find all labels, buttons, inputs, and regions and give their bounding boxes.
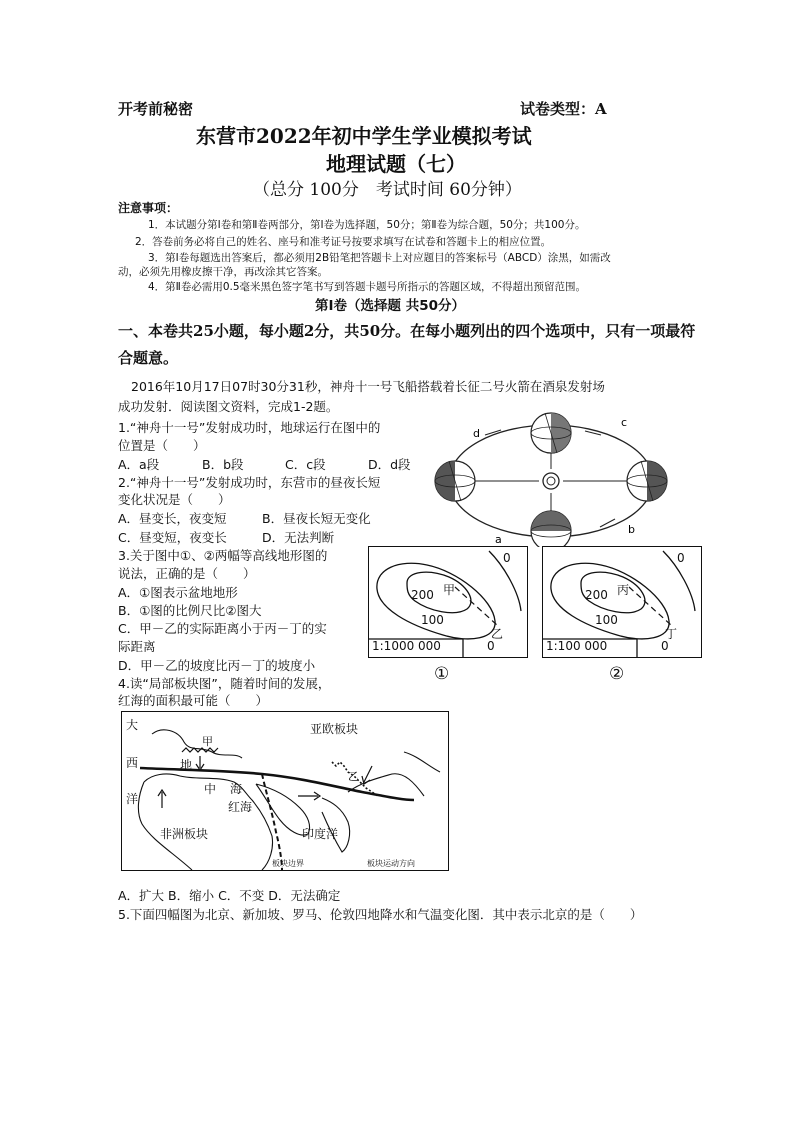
q2-option-b: B．昼夜长短无变化 [262, 511, 371, 526]
contour-label: 200 [585, 588, 608, 602]
section-title: 第Ⅰ卷（选择题 共50分） [315, 298, 466, 314]
orbit-label-d: d [473, 427, 480, 440]
q3-option-b: B．①图的比例尺比②图大 [118, 603, 262, 618]
contour-label: 200 [411, 588, 434, 602]
intro-text: 成功发射．阅读图文资料，完成1-2题。 [118, 399, 339, 414]
point-label: 丁 [665, 627, 678, 641]
exam-subtitle: 地理试题（七） [326, 152, 466, 176]
contour-map-2 [542, 546, 702, 658]
contour-label: 100 [595, 613, 618, 627]
earth-right-icon [627, 461, 667, 501]
q1-option-c: C．c段 [285, 457, 326, 472]
label-indian-ocean: 印度洋 [302, 827, 339, 841]
point-label: 丙 [617, 583, 630, 597]
question-3: 说法，正确的是（ ） [118, 566, 256, 581]
q2-option-a: A．昼变长，夜变短 [118, 511, 227, 526]
question-1: 1.“神舟十一号”发射成功时，地球运行在图中的 [118, 420, 381, 435]
intro-text: 2016年10月17日07时30分31秒，神舟十一号飞船搭载着长征二号火箭在酒泉发射场 [131, 379, 605, 394]
q1-option-b: B．b段 [202, 457, 244, 472]
label-yi: 乙 [348, 770, 359, 783]
label-mediterranean-3: 海 [230, 782, 243, 796]
label-jia: 甲 [202, 735, 213, 748]
orbit-label-c: c [621, 416, 628, 429]
notes-heading: 注意事项： [118, 201, 179, 215]
legend-motion: 板块运动方向 [367, 859, 415, 868]
contour-label: 0 [677, 551, 685, 565]
label-atlantic-3: 洋 [126, 792, 139, 806]
label-mediterranean-1: 地 [180, 758, 193, 772]
note-item: 动，必须先用橡皮擦干净，再改涂其它答案。 [118, 266, 328, 278]
earth-bottom-icon [531, 511, 571, 547]
legend-boundary: 板块边界 [272, 859, 304, 868]
contour-label: 0 [661, 639, 669, 653]
earth-top-icon [531, 413, 571, 453]
contour-label: 0 [503, 551, 511, 565]
q3-option-c: 际距离 [118, 639, 156, 654]
question-5: 5.下面四幅图为北京、新加坡、罗马、伦敦四地降水和气温变化图．其中表示北京的是（ ） [118, 907, 643, 922]
question-3: 3.关于图中①、②两幅等高线地形图的 [118, 548, 328, 563]
label-red-sea: 红海 [228, 800, 253, 814]
question-2: 变化状况是（ ） [118, 492, 231, 507]
question-4: 4.读“局部板块图”，随着时间的发展， [118, 676, 331, 691]
plate-map [121, 711, 449, 871]
q3-option-c: C．甲－乙的实际距离小于丙－丁的实 [118, 621, 327, 636]
note-item: 3．第Ⅰ卷每题选出答案后，都必须用2B铅笔把答题卡上对应题目的答案标号（ABCD）涂黑，如需改 [148, 252, 611, 264]
map-number-1: ① [434, 664, 450, 684]
contour-map-1 [368, 546, 528, 658]
section-instruction: 合题意。 [118, 349, 179, 367]
exam-meta: （总分 100分 考试时间 60分钟） [253, 180, 522, 200]
q4-options: A．扩大 B．缩小 C．不变 D．无法确定 [118, 888, 341, 903]
map-number-2: ② [609, 664, 625, 684]
note-item: 1．本试题分第Ⅰ卷和第Ⅱ卷两部分，第Ⅰ卷为选择题，50分；第Ⅱ卷为综合题，50分；共100分。 [148, 219, 586, 231]
contour-label: 100 [421, 613, 444, 627]
secret-label: 开考前秘密 [118, 100, 194, 118]
q3-option-a: A．①图表示盆地地形 [118, 585, 238, 600]
point-label: 乙 [491, 627, 504, 641]
exam-title: 东营市2022年初中学生学业模拟考试 [196, 124, 532, 148]
question-2: 2.“神舟十一号”发射成功时，东营市的昼夜长短 [118, 475, 381, 490]
scale-label: 1:1000 000 [372, 639, 441, 653]
note-item: 2．答卷前务必将自己的姓名、座号和准考证号按要求填写在试卷和答题卡上的相应位置。 [135, 236, 552, 248]
section-instruction: 一、本卷共25小题，每小题2分，共50分。在每小题列出的四个选项中，只有一项最符 [118, 322, 696, 340]
q3-option-d: D．甲－乙的坡度比丙－丁的坡度小 [118, 658, 316, 673]
label-african-plate: 非洲板块 [160, 827, 209, 841]
earth-left-icon [435, 461, 475, 501]
q1-option-d: D．d段 [368, 457, 411, 472]
orbit-label-a: a [495, 533, 502, 546]
earth-orbit-figure [425, 405, 675, 547]
label-eurasian-plate: 亚欧板块 [310, 722, 359, 736]
q1-option-a: A．a段 [118, 457, 160, 472]
scale-label: 1:100 000 [546, 639, 608, 653]
question-1: 位置是（ ） [118, 438, 206, 453]
q2-option-d: D．无法判断 [262, 530, 335, 545]
contour-label: 0 [487, 639, 495, 653]
note-item: 4．第Ⅱ卷必需用0.5毫米黑色签字笔书写到答题卡题号所指示的答题区域，不得超出预留范围。 [148, 281, 587, 293]
orbit-label-b: b [628, 523, 635, 536]
paper-type-label: 试卷类型：A [520, 100, 607, 118]
point-label: 甲 [443, 583, 456, 597]
question-4: 红海的面积最可能（ ） [118, 693, 269, 708]
q2-option-c: C．昼变短，夜变长 [118, 530, 227, 545]
label-mediterranean-2: 中 [204, 782, 217, 796]
label-atlantic-1: 大 [126, 718, 139, 732]
label-atlantic-2: 西 [126, 756, 139, 770]
